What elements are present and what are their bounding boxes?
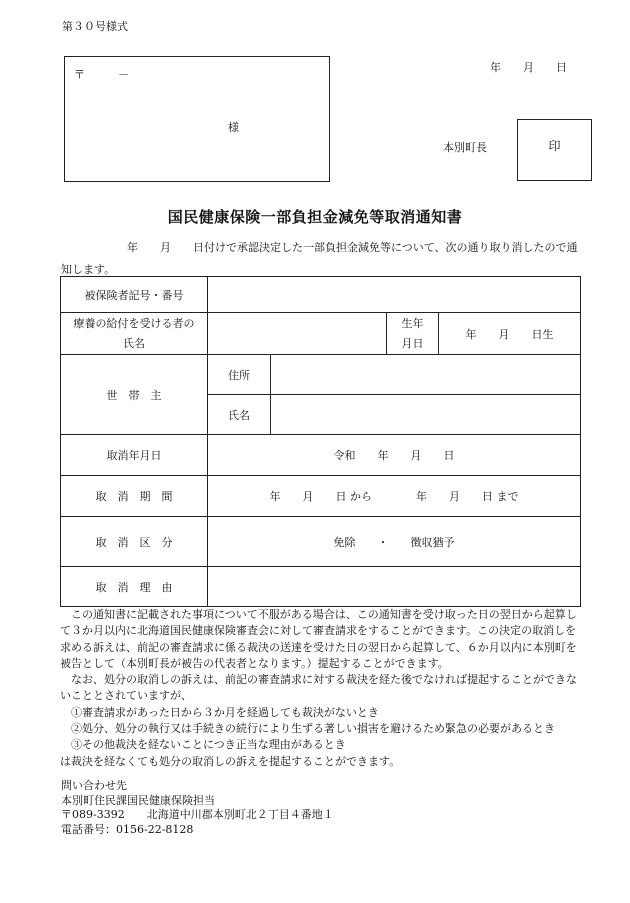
- cancel-type-value: 免除 ・ 徴収猶予: [208, 517, 581, 567]
- recipient-address-box: [64, 56, 330, 182]
- address-value: [271, 355, 581, 395]
- honorific: 様: [228, 121, 239, 134]
- row-cancel-type: [61, 517, 581, 567]
- row-cancel-date: [61, 435, 581, 476]
- notice-table: [60, 276, 581, 607]
- birth-label-line1: 生年: [401, 316, 424, 330]
- cancel-period-value: 年 月 日 から 年 月 日 まで: [208, 476, 581, 517]
- recipient-name-value: [208, 313, 387, 355]
- birth-label: [387, 313, 439, 355]
- document-title: 国民健康保険一部負担金減免等取消通知書: [167, 208, 463, 226]
- contact-heading: 問い合わせ先: [61, 779, 127, 792]
- appeal-item-3: ③その他裁決を経ないことにつき正当な理由があるとき: [60, 738, 346, 752]
- postal-mark: 〒 －: [74, 68, 129, 81]
- issuer-mayor: 本別町長: [443, 141, 487, 154]
- row-cancel-period: [61, 476, 581, 517]
- row-cancel-reason: [61, 567, 581, 607]
- address-label: 住所: [208, 355, 271, 395]
- recipient-label-line2: 氏名: [123, 336, 145, 350]
- cancel-reason-value: [208, 567, 581, 607]
- appeal-item-1: ①審査請求があった日から３か月を経過しても裁決がないとき: [60, 705, 379, 719]
- cancel-period-label: 取 消 期 間: [61, 476, 208, 517]
- contact-phone: 電話番号：0156-22-8128: [61, 822, 194, 836]
- householder-label: 世 帯 主: [61, 355, 208, 435]
- contact-info: [61, 779, 334, 837]
- birth-date-value: 年 月 日生: [439, 313, 581, 355]
- seal-label: 印: [548, 139, 561, 153]
- insured-number-value: [208, 277, 581, 313]
- name-label: 氏名: [208, 395, 271, 435]
- appeal-item-2: ②処分、処分の執行又は手続きの続行により生ずる著しい損害を避けるため緊急の必要があるとき: [60, 722, 555, 736]
- name-value: [271, 395, 581, 435]
- appeal-notice: [60, 607, 580, 770]
- appeal-paragraph-1: この通知書に記載された事項について不服がある場合は、この通知書を受け取った日の翌日から起算して３か月以内に北海道国民健康保険審査会に対して審査請求をすることができます。この決定の取消しを求める訴えは、前記の審査請求に係る裁決の送達を受けた日の翌日から起算して、６か月以内に本別町を被告として（本別町長が被告の代表者となります。）提起することができます。: [60, 608, 577, 670]
- cancel-reason-label: 取 消 理 由: [61, 567, 208, 607]
- cancel-date-value: 令和 年 月 日: [208, 435, 581, 476]
- contact-address: 〒089-3392 北海道中川郡本別町北２丁目４番地１: [61, 808, 334, 821]
- cancel-date-label: 取消年月日: [61, 435, 208, 476]
- insured-number-label: 被保険者記号・番号: [61, 277, 208, 313]
- row-householder-address: [61, 355, 581, 395]
- appeal-paragraph-2: なお、処分の取消しの訴えは、前記の審査請求に対する裁決を経た後でなければ提起することができないこととされていますが、: [60, 673, 577, 703]
- cancel-type-label: 取 消 区 分: [61, 517, 208, 567]
- form-number: 第３０号様式: [62, 20, 128, 33]
- appeal-paragraph-3: は裁決を経なくても処分の取消しの訴えを提起することができます。: [60, 754, 401, 768]
- recipient-label-line1: 療養の給付を受ける者の: [73, 316, 195, 330]
- birth-label-line2: 月日: [401, 336, 424, 350]
- intro-text: 年 月 日付けで承認決定した一部負担金減免等について、次の通り取り消したので通知します。: [61, 241, 578, 276]
- row-insured-number: [61, 277, 581, 313]
- seal-box: [517, 119, 592, 181]
- row-recipient: [61, 313, 581, 355]
- contact-department: 本別町住民課国民健康保険担当: [61, 793, 215, 807]
- issue-date: 年 月 日: [490, 61, 567, 74]
- recipient-label: [61, 313, 208, 355]
